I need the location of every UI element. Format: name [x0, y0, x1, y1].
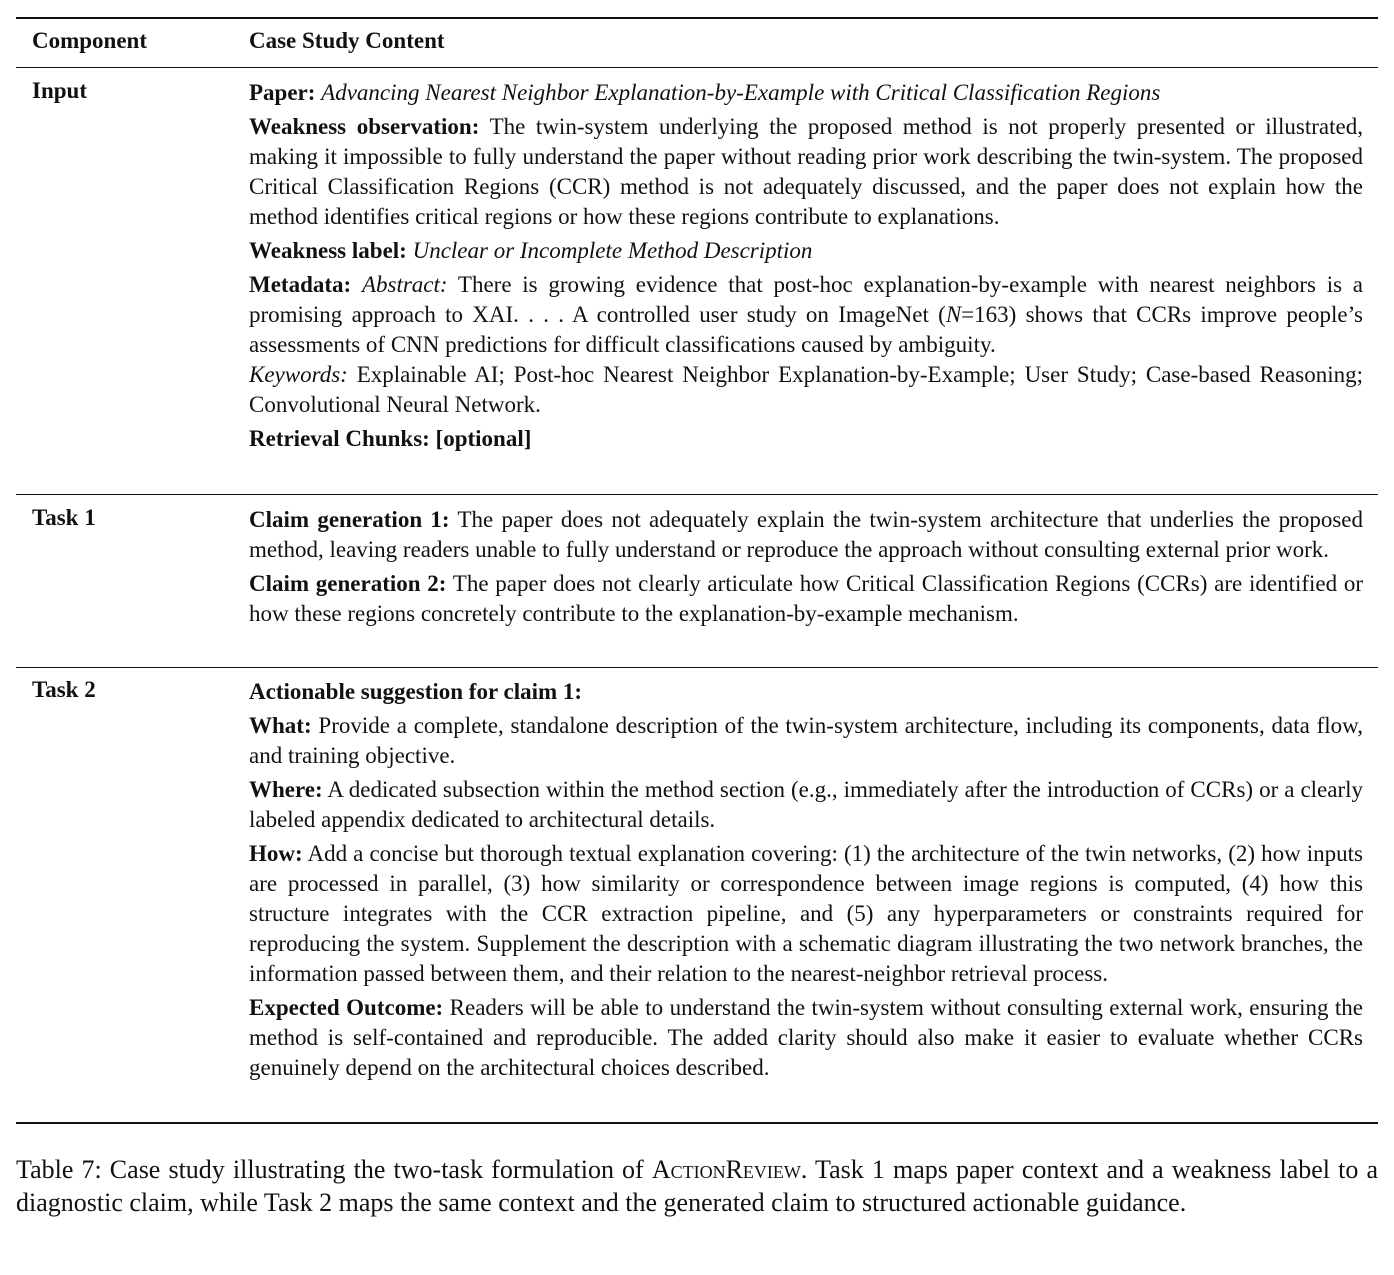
keywords-text: Explainable AI; Post-hoc Nearest Neighbor Explanation-by-Example; User Study; Case-based Reasoning; Convolutional Neural Network.: [249, 362, 1364, 417]
column-header-content: Case Study Content: [249, 28, 445, 53]
how-field: [249, 839, 1363, 989]
task1-content: [249, 505, 1363, 633]
abstract-label: Abstract:: [361, 272, 448, 297]
where-field: [249, 775, 1363, 835]
row-label-input: Input: [32, 78, 87, 103]
metadata-label: Metadata:: [249, 272, 352, 297]
input-content: [249, 78, 1363, 458]
claim2-label: Claim generation 2:: [249, 571, 447, 596]
where-label: Where:: [249, 777, 323, 802]
how-text: Add a concise but thorough textual explanation covering: (1) the architecture of the twin networks, (2) how inputs are processed in parallel, (3) how similarity or correspondence between image regions is computed, (4) how this structure integrates with the CCR extraction pipeline, and (5) any hyperparameters or constraints required for reproducing the system. Supplement the description with a schematic diagram illustrating the two network branches, the information passed between them, and their relation to the nearest-neighbor retrieval process.: [249, 841, 1363, 986]
top-rule: [16, 17, 1378, 19]
row-label-task2: Task 2: [32, 677, 96, 702]
claim-generation-2: [249, 569, 1363, 629]
metadata: [249, 270, 1363, 360]
keywords-label: Keywords:: [249, 362, 348, 387]
paper-line: [249, 78, 1363, 108]
how-label: How:: [249, 841, 303, 866]
paper-label: Paper:: [249, 80, 316, 105]
what-text: Provide a complete, standalone description of the twin-system architecture, including its components, data flow, and training objective.: [249, 713, 1363, 768]
bottom-rule: [16, 1122, 1378, 1124]
abstract-text-1: There is growing evidence that post-hoc explanation-by-example with nearest neighbors is a promising approach to XAI. . . . A controlled user study on ImageNet (: [249, 272, 1364, 327]
suggestion-heading: Actionable suggestion for claim 1:: [249, 679, 583, 704]
where-text: A dedicated subsection within the method section (e.g., immediately after the introduction of CCRs) or a clearly labeled appendix dedicated to architectural details.: [249, 777, 1364, 832]
claim2-text: The paper does not clearly articulate how Critical Classification Regions (CCRs) are identified or how these regions concretely contribute to the explanation-by-example mechanism.: [249, 571, 1363, 626]
caption-prefix: Table 7: Case study illustrating the two-task formulation of: [16, 1155, 652, 1184]
claim1-label: Claim generation 1:: [249, 507, 450, 532]
row-label-task1: Task 1: [32, 505, 96, 530]
caption-system-name: ActionReview: [651, 1155, 801, 1184]
retrieval-chunks: Retrieval Chunks: [optional]: [249, 426, 532, 451]
abstract-n: N: [945, 302, 962, 327]
table-caption: [16, 1153, 1378, 1219]
weakness-observation-text: The twin-system underlying the proposed method is not properly presented or illustrated, making it impossible to fully understand the paper without reading prior work describing the twin-system. The proposed Critical Classification Regions (CCR) method is not adequately discussed, and the paper does not explain how the method identifies critical regions or how these regions contribute to explanations.: [249, 114, 1363, 229]
header-rule: [16, 67, 1378, 68]
abstract-text-2: =163) shows that CCRs improve people’s assessments of CNN predictions for difficult classifications caused by ambiguity.: [249, 302, 1363, 357]
task2-content: [249, 677, 1363, 1087]
expected-outcome-label: Expected Outcome:: [249, 995, 444, 1020]
weakness-label-text: Unclear or Incomplete Method Description: [412, 238, 813, 263]
weakness-label-label: Weakness label:: [249, 238, 407, 263]
weakness-label-line: [249, 236, 1363, 266]
column-header-component: Component: [32, 28, 148, 53]
weakness-observation-label: Weakness observation:: [249, 114, 480, 139]
claim1-text: The paper does not adequately explain the twin-system architecture that underlies the proposed method, leaving readers unable to fully understand or reproduce the approach without consulting external prior work.: [249, 507, 1363, 562]
caption-suffix: . Task 1 maps paper context and a weakness label to a diagnostic claim, while Task 2 maps the same context and the generated claim to structured actionable guidance.: [16, 1155, 1378, 1217]
what-field: [249, 711, 1363, 771]
expected-outcome-field: [249, 993, 1363, 1083]
expected-outcome-text: Readers will be able to understand the twin-system without consulting external work, ensuring the method is self-contained and reproducible. The added clarity should also make it easier to evaluate whether CCRs genuinely depend on the architectural choices described.: [249, 995, 1363, 1080]
claim-generation-1: [249, 505, 1363, 565]
paper-title: Advancing Nearest Neighbor Explanation-by-Example with Critical Classification Regions: [321, 80, 1161, 105]
what-label: What:: [249, 713, 312, 738]
row-rule-input: [16, 494, 1378, 495]
keywords: [249, 360, 1363, 420]
weakness-observation: [249, 112, 1363, 232]
row-rule-task1: [16, 667, 1378, 668]
